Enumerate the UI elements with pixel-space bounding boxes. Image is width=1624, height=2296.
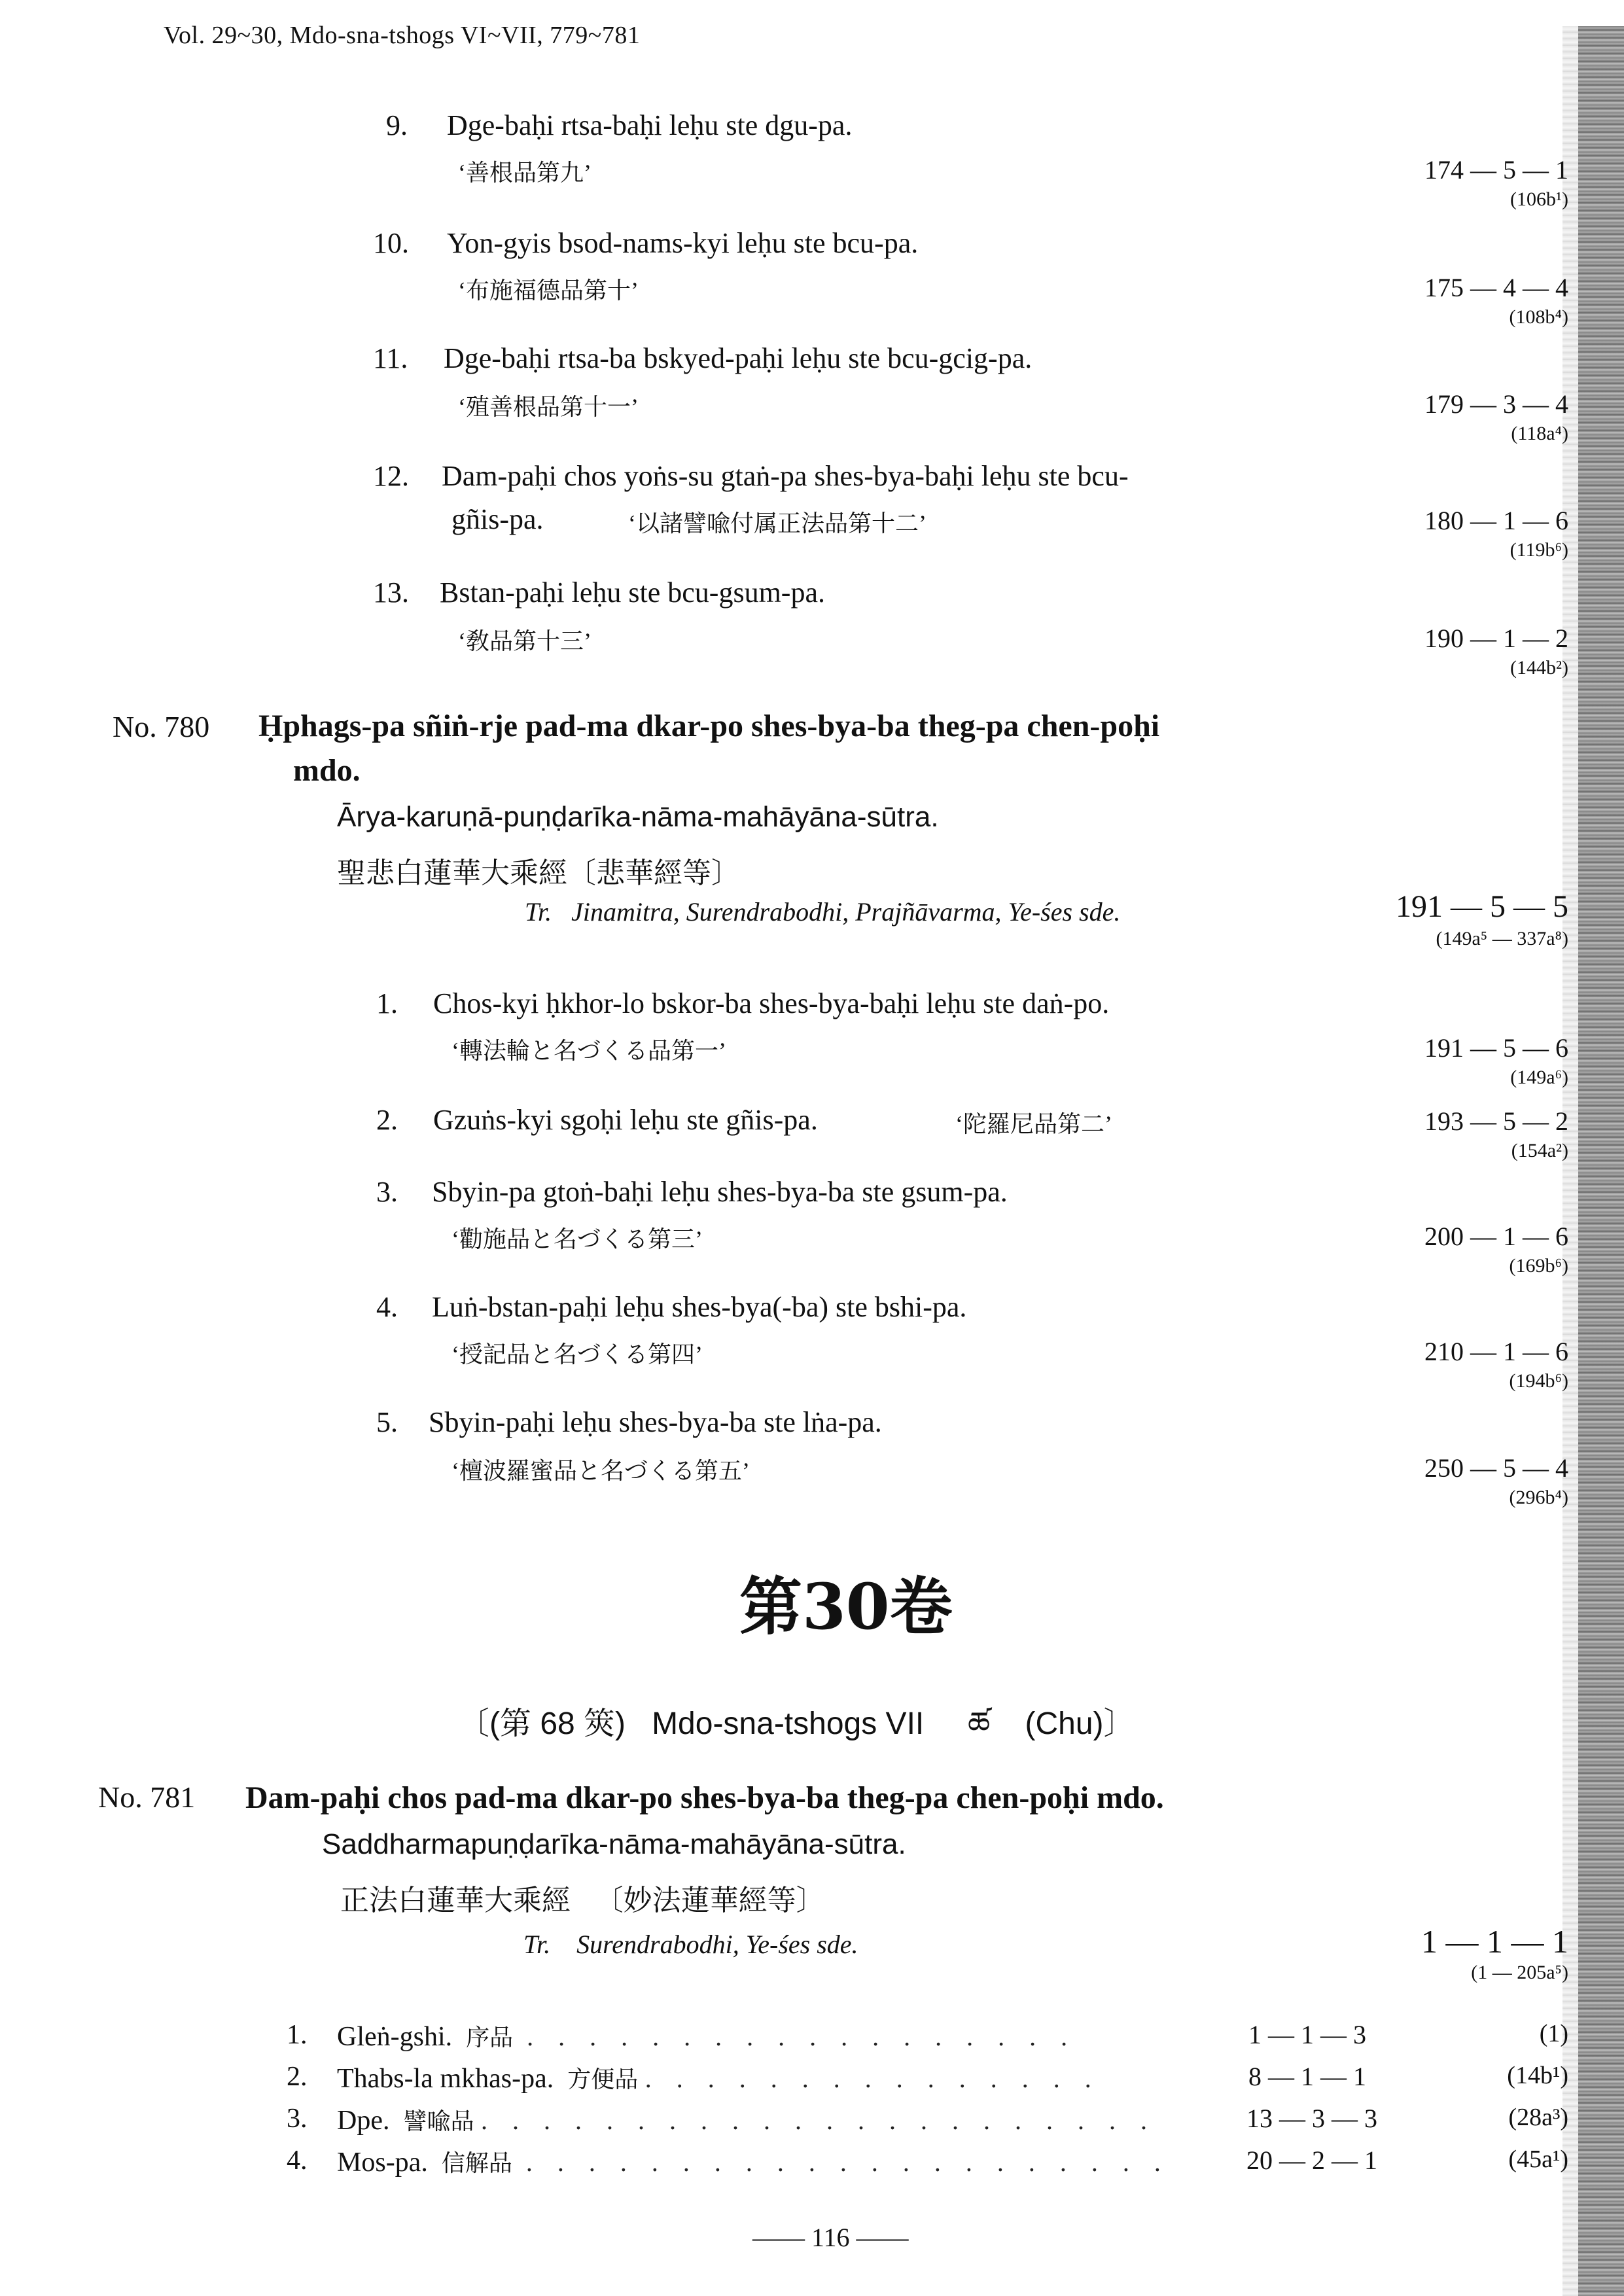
chapter-title — [337, 2145, 1170, 2178]
chapter-jp-title: ‘授記品と名づくる第四’ — [451, 1341, 703, 1368]
chapter-title: Yon-gyis bsod-nams-kyi leḥu ste bcu-pa. — [447, 227, 919, 259]
chapter-location: 8 — 1 — 1 — [1248, 2062, 1366, 2091]
chapter-folio: (1) — [1539, 2020, 1568, 2047]
chapter-jp-title: 方便品 — [567, 2066, 639, 2093]
entry-folio: (149a⁵ — 337a⁸) — [1436, 928, 1568, 949]
chapter-location: 174 — 5 — 1 — [1424, 155, 1568, 185]
chapter-folio: (119b⁶) — [1509, 539, 1568, 561]
chapter-number: 2. — [376, 1104, 398, 1136]
translator-label: Tr. — [525, 897, 552, 927]
chinese-title — [337, 849, 740, 891]
dot-leader: . . . . . . . . . . . . . . . . . . . . . — [525, 2147, 1170, 2177]
chapter-folio: (28a³) — [1508, 2104, 1568, 2131]
chapter-jp-title: ‘檀波羅蜜品と名づくる第五’ — [451, 1458, 750, 1484]
section-romanized-letter: (Chu) — [1025, 1706, 1104, 1741]
chapter-jp-title: ‘陀羅尼品第二’ — [955, 1111, 1112, 1137]
section-name: Mdo-sna-tshogs VII — [652, 1706, 925, 1741]
chapter-location: 190 — 1 — 2 — [1424, 624, 1568, 653]
chapter-title: Dge-baḥi rtsa-baḥi leḥu ste dgu-pa. — [447, 109, 853, 141]
scan-edge-shadow — [1578, 26, 1624, 2296]
chapter-number: 12. — [373, 460, 409, 492]
translators-line — [523, 1929, 858, 1960]
chapter-title-continued: gñis-pa. — [451, 503, 544, 535]
volume-title: 第30卷 — [739, 1570, 953, 1644]
chapter-number: 5. — [376, 1406, 398, 1438]
chapter-location: 250 — 5 — 4 — [1424, 1453, 1568, 1483]
chapter-folio: (194b⁶) — [1509, 1370, 1568, 1392]
chapter-title — [337, 2103, 1156, 2136]
page-number: —— 116 —— — [752, 2223, 909, 2252]
tibetan-title: Dam-paḥi chos pad-ma dkar-po shes-bya-ba theg-pa chen-poḥi mdo. — [245, 1780, 1164, 1815]
chapter-folio: (169b⁶) — [1509, 1255, 1568, 1277]
dot-leader: . . . . . . . . . . . . . . . — [644, 2064, 1101, 2093]
chinese-title-alt: 〔悲華經等〕 — [567, 857, 740, 889]
translator-names: Jinamitra, Surendrabodhi, Prajñāvarma, Ye-śes sde. — [571, 897, 1121, 927]
entry-location: 1 — 1 — 1 — [1421, 1923, 1568, 1960]
chapter-location: 210 — 1 — 6 — [1424, 1337, 1568, 1366]
chapter-number: 10. — [373, 227, 409, 259]
chapter-title: Dam-paḥi chos yoṅs-su gtaṅ-pa shes-bya-baḥi leḥu ste bcu- — [442, 460, 1129, 492]
translator-label: Tr. — [523, 1930, 551, 1959]
chapter-title-tibetan: Dpe. — [337, 2106, 390, 2136]
chinese-title-main: 聖悲白蓮華大乘經 — [337, 857, 567, 889]
tibetan-title: Ḥphags-pa sñiṅ-rje pad-ma dkar-po shes-bya-ba theg-pa chen-poḥi — [258, 709, 1160, 743]
chapter-folio: (149a⁶) — [1510, 1067, 1568, 1088]
chapter-location: 179 — 3 — 4 — [1424, 389, 1568, 419]
chinese-title-alt: 〔妙法蓮華經等〕 — [594, 1884, 825, 1916]
chapter-location: 1 — 1 — 3 — [1248, 2020, 1366, 2049]
chapter-location: 191 — 5 — 6 — [1424, 1033, 1568, 1063]
chapter-title: Sbyin-paḥi leḥu shes-bya-ba ste lṅa-pa. — [429, 1406, 882, 1438]
chapter-number: 3. — [376, 1176, 398, 1208]
chapter-location: 20 — 2 — 1 — [1246, 2146, 1377, 2175]
chapter-location: 193 — 5 — 2 — [1424, 1106, 1568, 1136]
dot-leader: . . . . . . . . . . . . . . . . . . — [527, 2022, 1077, 2051]
chapter-folio: (106b¹) — [1510, 188, 1568, 210]
chapter-folio: (154a²) — [1511, 1140, 1568, 1161]
chapter-title: Luṅ-bstan-paḥi leḥu shes-bya(-ba) ste bshi-pa. — [432, 1291, 967, 1323]
chapter-title-tibetan: Gleṅ-gshi. — [337, 2022, 453, 2052]
chapter-jp-title: ‘布施福德品第十’ — [458, 277, 639, 304]
chapter-number: 13. — [373, 576, 409, 609]
chapter-number: 4. — [376, 1291, 398, 1323]
section-tibetan-letter: ཚ — [967, 1706, 991, 1741]
chinese-title-main: 正法白蓮華大乘經 — [340, 1884, 571, 1916]
section-line — [458, 1688, 1135, 1776]
chapter-number: 11. — [373, 342, 408, 374]
chapter-jp-title: 序品 — [466, 2024, 514, 2051]
translators-line — [525, 896, 1120, 927]
sanskrit-title: Ārya-karuṇā-puṇḍarīka-nāma-mahāyāna-sūtra. — [337, 801, 939, 833]
chapter-number: 3. — [287, 2104, 308, 2134]
chapter-location: 180 — 1 — 6 — [1424, 506, 1568, 535]
entry-number: No. 781 — [98, 1780, 196, 1814]
chapter-title: Gzuṅs-kyi sgoḥi leḥu ste gñis-pa. — [433, 1104, 818, 1136]
chapter-title: Dge-baḥi rtsa-ba bskyed-paḥi leḥu ste bcu-gcig-pa. — [444, 342, 1033, 374]
chapter-number: 1. — [287, 2020, 308, 2050]
chapter-jp-title: 譬喩品 — [403, 2108, 474, 2134]
chapter-folio: (45a¹) — [1508, 2146, 1568, 2173]
chapter-location: 200 — 1 — 6 — [1424, 1222, 1568, 1251]
chapter-title-tibetan: Thabs-la mkhas-pa. — [337, 2064, 554, 2094]
entry-location: 191 — 5 — 5 — [1396, 889, 1568, 924]
chapter-jp-title: ‘勸施品と名づくる第三’ — [451, 1226, 703, 1252]
chinese-title — [340, 1877, 825, 1918]
chapter-number: 2. — [287, 2062, 308, 2092]
chapter-title: Bstan-paḥi leḥu ste bcu-gsum-pa. — [440, 576, 825, 609]
chapter-number: 1. — [376, 987, 398, 1019]
chapter-jp-title: ‘善根品第九’ — [458, 160, 591, 186]
chapter-folio: (296b⁴) — [1509, 1487, 1568, 1508]
chapter-jp-title: ‘以諸譬喩付属正法品第十二’ — [628, 510, 927, 537]
chapter-jp-title: ‘敎品第十三’ — [458, 628, 591, 654]
entry-number: No. 780 — [113, 710, 210, 743]
chapter-folio: (144b²) — [1510, 657, 1568, 679]
section-close: 〕 — [1103, 1706, 1135, 1741]
chapter-number: 4. — [287, 2146, 308, 2176]
chapter-title: Chos-kyi ḥkhor-lo bskor-ba shes-bya-baḥi leḥu ste daṅ-po. — [433, 987, 1110, 1019]
chapter-jp-title: ‘轉法輪と名づくる品第一’ — [451, 1038, 726, 1064]
dot-leader: . . . . . . . . . . . . . . . . . . . . . . — [481, 2106, 1156, 2135]
running-head: Vol. 29~30, Mdo-sna-tshogs VI~VII, 779~781 — [164, 22, 641, 49]
chapter-title-tibetan: Mos-pa. — [337, 2147, 428, 2178]
chapter-folio: (108b⁴) — [1509, 306, 1568, 328]
chapter-title — [337, 2061, 1101, 2094]
chapter-location: 13 — 3 — 3 — [1246, 2104, 1377, 2133]
chapter-location: 175 — 4 — 4 — [1424, 273, 1568, 302]
chapter-title: Sbyin-pa gtoṅ-baḥi leḥu shes-bya-ba ste gsum-pa. — [432, 1176, 1008, 1208]
section-fascicle: 〔(第 68 筴) — [458, 1706, 626, 1741]
chapter-number: 9. — [386, 109, 408, 141]
chapter-title — [337, 2019, 1076, 2053]
chapter-folio: (14b¹) — [1507, 2062, 1568, 2089]
sanskrit-title: Saddharmapuṇḍarīka-nāma-mahāyāna-sūtra. — [322, 1828, 906, 1860]
chapter-jp-title: 信解品 — [441, 2150, 512, 2176]
translator-names: Surendrabodhi, Ye-śes sde. — [576, 1930, 858, 1959]
entry-folio: (1 — 205a⁵) — [1471, 1962, 1568, 1983]
tibetan-title-continued: mdo. — [293, 753, 361, 788]
chapter-jp-title: ‘殖善根品第十一’ — [458, 394, 639, 420]
chapter-folio: (118a⁴) — [1511, 423, 1568, 444]
